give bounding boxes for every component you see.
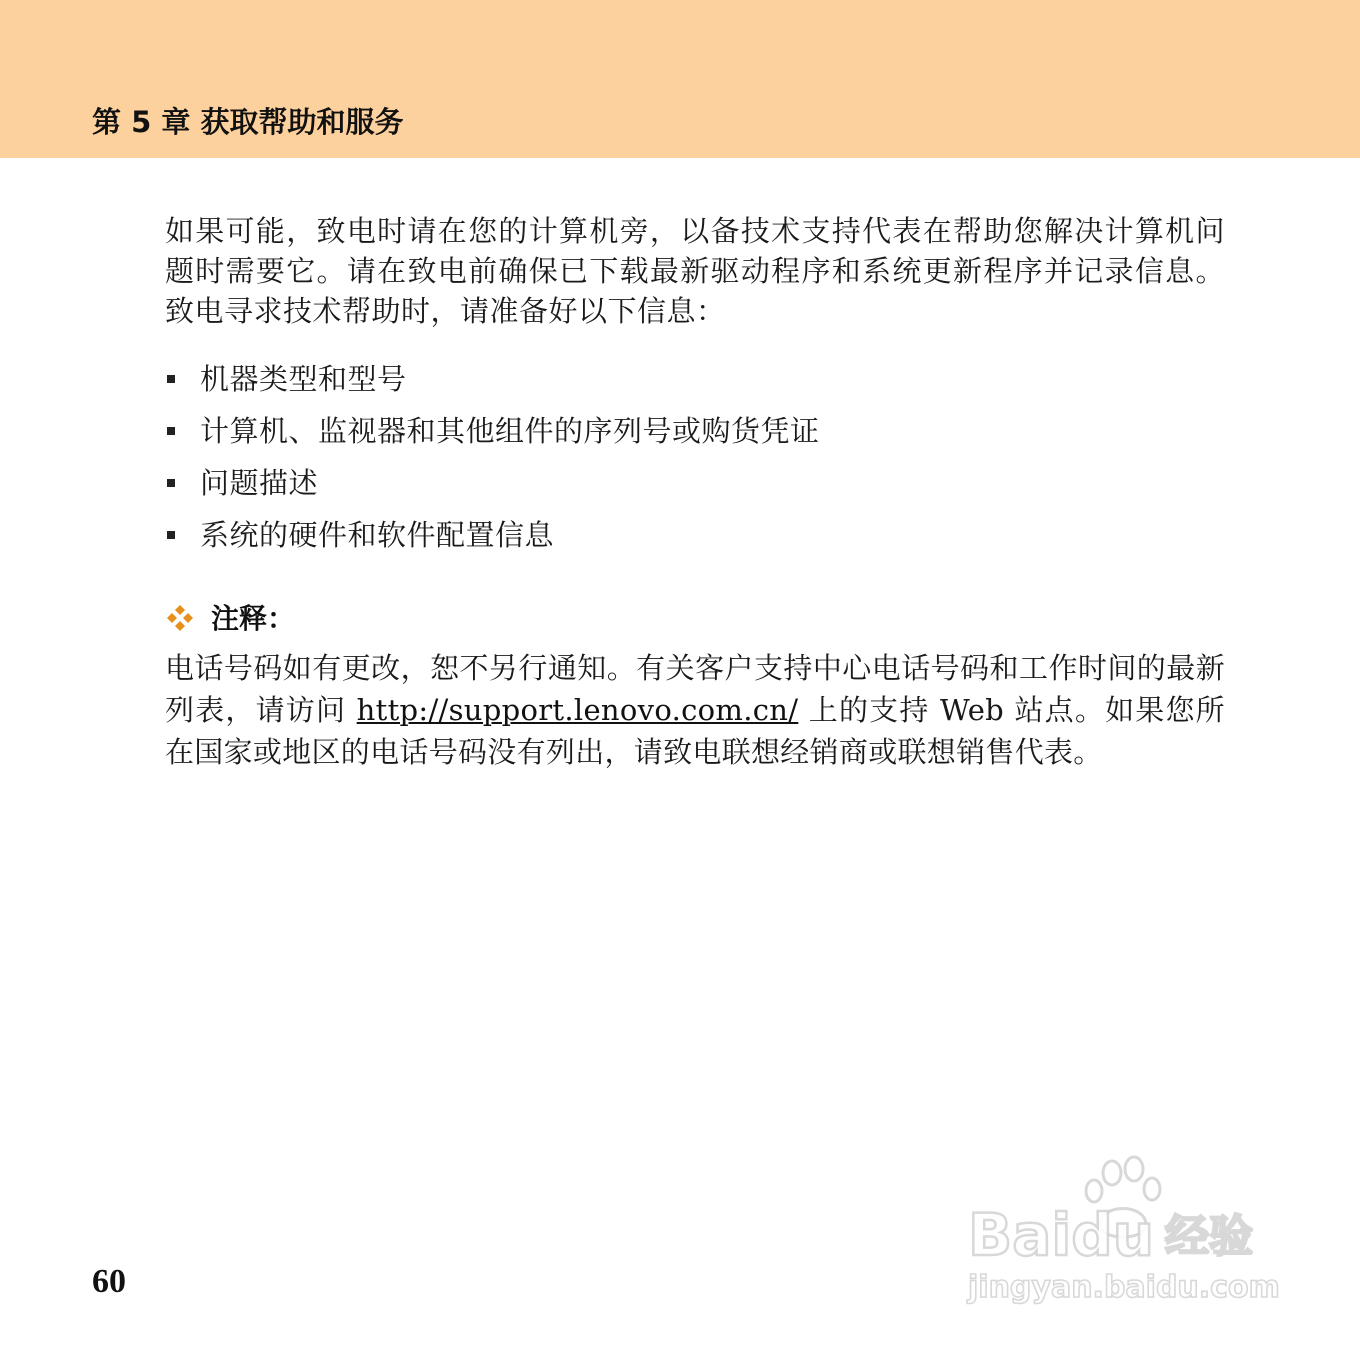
- list-item-text: 系统的硬件和软件配置信息: [200, 518, 555, 552]
- square-bullet-icon: [167, 427, 175, 435]
- list-item: [165, 405, 1225, 457]
- list-item: [165, 509, 1225, 561]
- square-bullet-icon: [167, 479, 175, 487]
- watermark-domain: jingyan.baidu.com: [968, 1270, 1280, 1305]
- watermark-brand: Baidu: [968, 1201, 1155, 1269]
- note-text-start: 电话号码如有更改，恕不另行通知。有关客户支持中心电话号码和工作时间的最新列表，请访问: [165, 651, 1225, 727]
- page-number: 60: [92, 1263, 126, 1300]
- info-list: [165, 353, 1225, 561]
- page-content: [165, 211, 1225, 773]
- square-bullet-icon: [167, 375, 175, 383]
- list-item-text: 问题描述: [200, 466, 319, 500]
- list-item: [165, 353, 1225, 405]
- intro-paragraph: 如果可能，致电时请在您的计算机旁，以备技术支持代表在帮助您解决计算机问题时需要它。请在致电前确保已下载最新驱动程序和系统更新程序并记录信息。致电寻求技术帮助时，请准备好以下信息：: [165, 214, 1225, 328]
- note-label: 注释：: [211, 602, 296, 635]
- list-item: [165, 457, 1225, 509]
- chapter-title: 第 5 章 获取帮助和服务: [92, 105, 404, 139]
- note-paragraph: [165, 647, 1225, 773]
- note-heading: [165, 597, 1225, 641]
- list-item-text: 计算机、监视器和其他组件的序列号或购货凭证: [200, 414, 820, 448]
- support-link[interactable]: http://support.lenovo.com.cn/: [356, 693, 799, 727]
- baidu-jingyan-watermark: [960, 1155, 1280, 1315]
- square-bullet-icon: [167, 531, 175, 539]
- watermark-brand-suffix: 经验: [1165, 1211, 1253, 1262]
- note-text-end: 上的支持 Web 站点。如果您所在国家或地区的电话号码没有列出，请致电联想经销商或联想销售代表。: [165, 693, 1225, 769]
- diamond-cluster-icon: [165, 603, 195, 633]
- list-item-text: 机器类型和型号: [200, 362, 407, 396]
